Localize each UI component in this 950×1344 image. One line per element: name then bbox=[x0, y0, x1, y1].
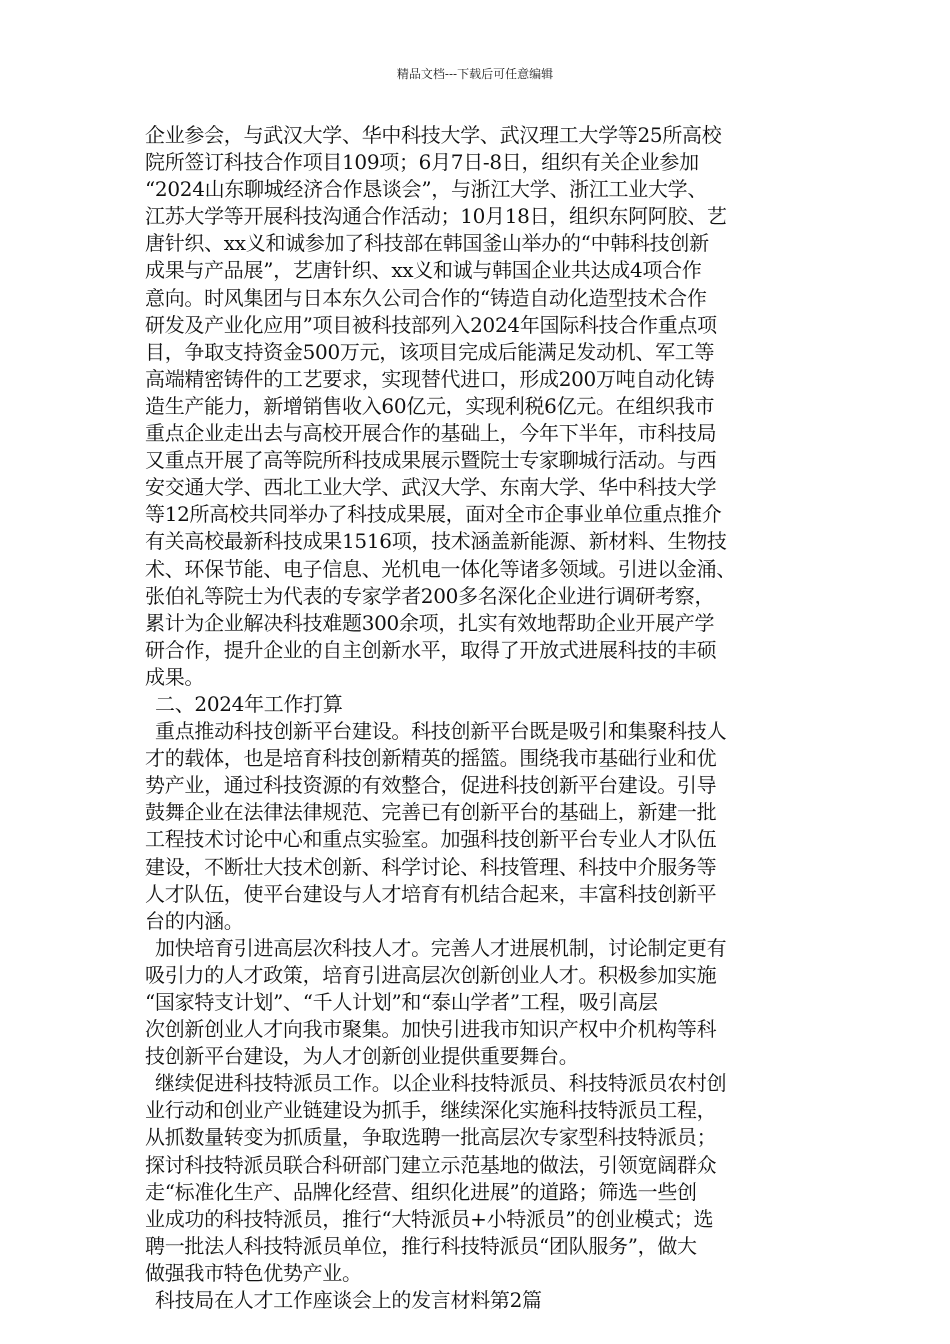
section-heading-text: 二、2024年工作打算 bbox=[155, 691, 343, 716]
text-line: 造生产能力，新增销售收入60亿元，实现利税6亿元。在组织我市 bbox=[145, 393, 715, 418]
text-line: 重点企业走出去与高校开展合作的基础上，今年下半年，市科技局 bbox=[145, 421, 717, 446]
text-line: 加快培育引进高层次科技人才。完善人才进展机制，讨论制定更有 bbox=[155, 935, 727, 960]
page-header: 精品文档---下载后可任意编辑 bbox=[396, 67, 554, 81]
text-line: 建设，不断壮大技术创新、科学讨论、科技管理、科技中介服务等 bbox=[145, 854, 717, 879]
text-line: 研发及产业化应用”项目被科技部列入2024年国际科技合作重点项 bbox=[145, 312, 717, 337]
text-line: 又重点开展了高等院所科技成果展示暨院士专家聊城行活动。与西 bbox=[145, 448, 717, 473]
text-line: “国家特支计划”、“千人计划”和“泰山学者”工程，吸引高层 bbox=[145, 990, 658, 1014]
text-line: 研合作，提升企业的自主创新水平，取得了开放式进展科技的丰硕 bbox=[145, 637, 717, 662]
text-line: 台的内涵。 bbox=[145, 908, 244, 933]
text-line: 张伯礼等院士为代表的专家学者200多名深化企业进行调研考察， bbox=[145, 583, 715, 608]
text-line: 走“标准化生产、品牌化经营、组织化进展”的道路；筛选一些创 bbox=[145, 1179, 697, 1204]
text-line: 唐针织、xx义和诚参加了科技部在韩国釜山举办的“中韩科技创新 bbox=[145, 231, 709, 256]
text-line: “2024山东聊城经济合作恳谈会”，与浙江大学、浙江工业大学、 bbox=[145, 177, 708, 202]
text-line: 势产业，通过科技资源的有效整合，促进科技创新平台建设。引导 bbox=[145, 773, 717, 798]
text-line: 从抓数量转变为抓质量，争取选聘一批高层次专家型科技特派员； bbox=[145, 1125, 717, 1150]
text-line: 探讨科技特派员联合科研部门建立示范基地的做法，引领宽阔群众 bbox=[145, 1152, 717, 1177]
text-line: 业成功的科技特派员，推行“大特派员+小特派员”的创业模式；选 bbox=[145, 1206, 714, 1231]
text-line: 高端精密铸件的工艺要求，实现替代进口，形成200万吨自动化铸 bbox=[145, 366, 715, 391]
text-line: 继续促进科技特派员工作。以企业科技特派员、科技特派员农村创 bbox=[155, 1071, 727, 1096]
text-line: 聘一批法人科技特派员单位，推行科技特派员“团队服务”，做大 bbox=[145, 1233, 697, 1258]
text-line: 等12所高校共同举办了科技成果展，面对全市企事业单位重点推介 bbox=[145, 502, 722, 527]
paragraph-cooperation-results bbox=[145, 122, 820, 691]
text-line: 企业参会，与武汉大学、华中科技大学、武汉理工大学等25所高校 bbox=[145, 123, 722, 147]
text-line: 成果与产品展”，艺唐针织、xx义和诚与韩国企业共达成4项合作 bbox=[145, 258, 702, 283]
text-line: 重点推动科技创新平台建设。科技创新平台既是吸引和集聚科技人 bbox=[155, 719, 727, 744]
text-line: 才的载体，也是培育科技创新精英的摇篮。围绕我市基础行业和优 bbox=[145, 746, 717, 771]
next-article-title-text: 科技局在人才工作座谈会上的发言材料第2篇 bbox=[155, 1288, 542, 1313]
document-body bbox=[145, 122, 820, 1314]
text-line: 成果。 bbox=[145, 664, 205, 689]
text-line: 人才队伍，使平台建设与人才培育有机结合起来，丰富科技创新平 bbox=[145, 881, 717, 906]
section-heading bbox=[145, 691, 820, 718]
paragraph-innovation-platform bbox=[145, 718, 820, 935]
text-line: 院所签订科技合作项目109项；6月7日-8日，组织有关企业参加 bbox=[145, 150, 699, 175]
text-line: 目，争取支持资金500万元，该项目完成后能满足发动机、军工等 bbox=[145, 339, 715, 364]
paragraph-tech-commissioner bbox=[145, 1070, 820, 1287]
text-line: 累计为企业解决科技难题300余项，扎实有效地帮助企业开展产学 bbox=[145, 610, 715, 635]
text-line: 意向。时风集团与日本东久公司合作的“铸造自动化造型技术合作 bbox=[145, 285, 707, 310]
text-line: 工程技术讨论中心和重点实验室。加强科技创新平台专业人才队伍 bbox=[145, 827, 717, 852]
text-line: 术、环保节能、电子信息、光机电一体化等诸多领域。引进以金涌、 bbox=[145, 556, 736, 581]
text-line: 江苏大学等开展科技沟通合作活动；10月18日，组织东阿阿胶、艺 bbox=[145, 204, 727, 229]
text-line: 次创新创业人才向我市聚集。加快引进我市知识产权中介机构等科 bbox=[145, 1017, 717, 1042]
text-line: 吸引力的人才政策，培育引进高层次创新创业人才。积极参加实施 bbox=[145, 962, 717, 987]
text-line: 安交通大学、西北工业大学、武汉大学、东南大学、华中科技大学 bbox=[145, 475, 717, 500]
next-article-title bbox=[145, 1287, 820, 1314]
text-line: 有关高校最新科技成果1516项，技术涵盖新能源、新材料、生物技 bbox=[145, 529, 727, 554]
text-line: 技创新平台建设，为人才创新创业提供重要舞台。 bbox=[145, 1044, 579, 1069]
text-line: 鼓舞企业在法律法律规范、完善已有创新平台的基础上，新建一批 bbox=[145, 800, 717, 825]
text-line: 做强我市特色优势产业。 bbox=[145, 1260, 362, 1285]
text-line: 业行动和创业产业链建设为抓手，继续深化实施科技特派员工程， bbox=[145, 1098, 717, 1123]
paragraph-talent-introduction bbox=[145, 935, 820, 1070]
